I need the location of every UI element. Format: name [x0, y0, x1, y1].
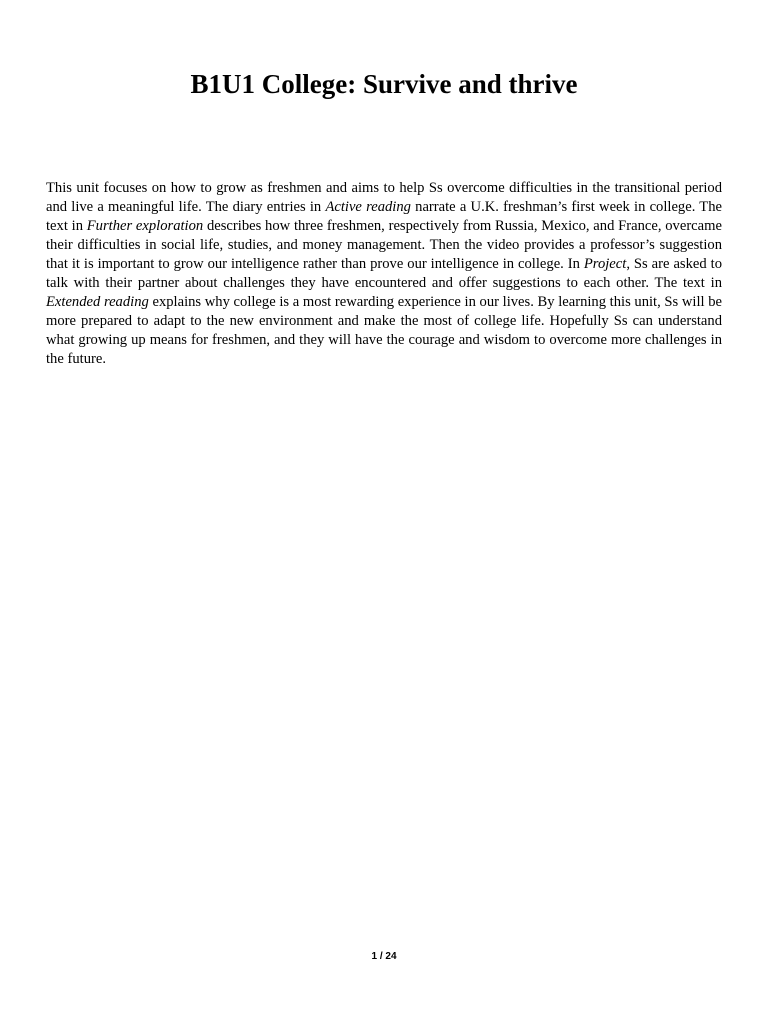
section-reference-project: Project [583, 256, 627, 272]
paragraph-text: describes how three freshmen, respectively from Russia, Mexico, and France, overcame their difficulties in social life, studies, and money management. Then the video provides a professor’s suggestion that it is important to grow our intelligence rather than prove our intelligence in college. In [46, 218, 722, 272]
page-indicator: 1 / 24 [371, 951, 397, 962]
paragraph-text: narrate a U.K. freshman’s first week in college. The text in [46, 199, 722, 234]
section-reference-active-reading: Active reading [325, 199, 411, 215]
paragraph-text: This unit focuses on how to grow as freshmen and aims to help Ss overcome difficulties in the transitional period and live a meaningful life. The diary entries in [46, 180, 722, 215]
paragraph-text: explains why college is a most rewarding experience in our lives. By learning this unit, Ss will be more prepared to adapt to the new environment and make the most of college life. Hopefully Ss can understand what growing up means for freshmen, and they will have the courage and wisdom to overcome more challenges in the future. [46, 294, 722, 367]
document-title: B1U1 College: Survive and thrive [190, 69, 578, 99]
section-reference-extended-reading: Extended reading [46, 294, 149, 310]
paragraph-text: , Ss are asked to talk with their partner about challenges they have encountered and offer suggestions to each other. The text in [46, 256, 722, 291]
unit-description-paragraph [46, 179, 722, 369]
section-reference-further-exploration: Further exploration [86, 218, 204, 234]
